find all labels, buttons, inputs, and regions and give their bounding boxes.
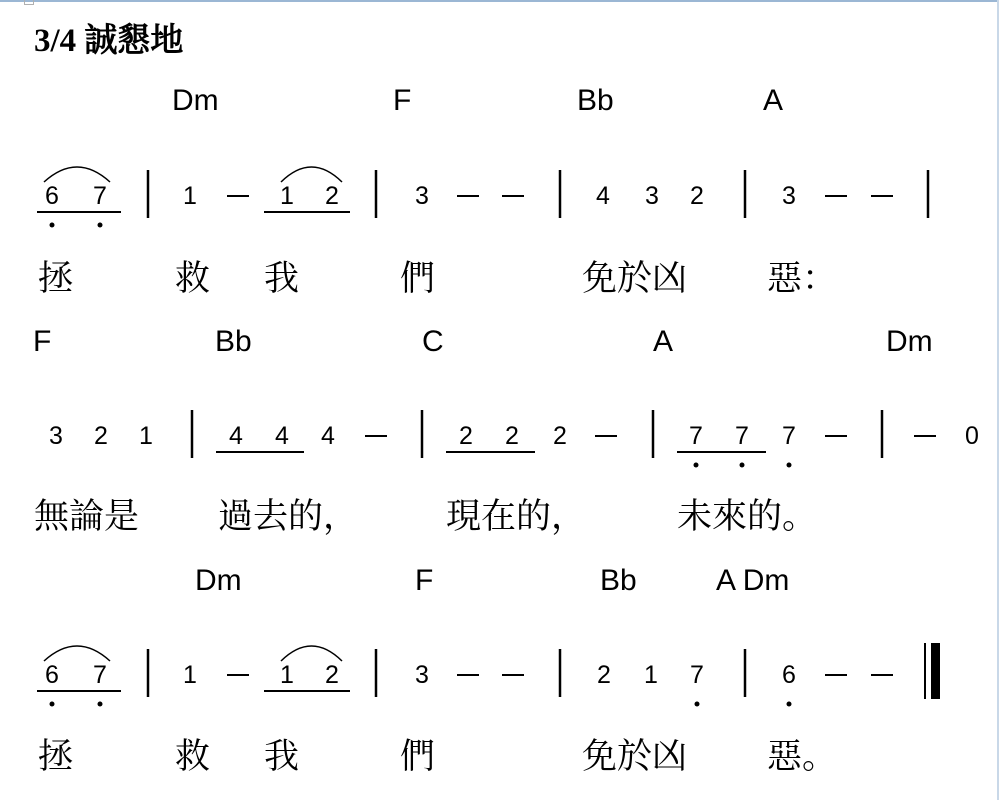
note-number: 3	[415, 661, 429, 689]
note-number: 3	[49, 422, 63, 450]
note-number: 4	[229, 422, 243, 450]
system-1	[37, 84, 928, 299]
low-octave-dot	[50, 702, 55, 707]
note-number: 6	[45, 182, 59, 210]
note-number: 4	[321, 422, 335, 450]
note-number: 4	[596, 182, 610, 210]
lyric-text: 現在的，	[446, 497, 587, 537]
chord-symbol: A	[653, 325, 674, 358]
page-title: 3/4 誠懇地	[34, 23, 184, 59]
note-number: 2	[553, 422, 567, 450]
lyric-text: 無論是	[34, 497, 140, 537]
note-number: 2	[505, 422, 519, 450]
system-2	[33, 325, 979, 537]
lyric-text: 我	[264, 737, 300, 777]
note-number: 7	[689, 422, 703, 450]
lyric-text: 我	[264, 259, 300, 299]
note-number: 7	[735, 422, 749, 450]
note-number: 3	[782, 182, 796, 210]
lyric-text: 免於凶	[582, 259, 688, 299]
note-number: 2	[325, 661, 339, 689]
lyric-text: 惡：	[767, 259, 838, 299]
note-number: 6	[782, 661, 796, 689]
low-octave-dot	[695, 702, 700, 707]
chord-symbol: Dm	[172, 84, 219, 117]
chord-symbol: F	[415, 564, 434, 597]
chord-symbol: Bb	[600, 564, 637, 597]
low-octave-dot	[98, 702, 103, 707]
note-number: 3	[645, 182, 659, 210]
note-number: 7	[782, 422, 796, 450]
lyric-text: 拯	[38, 259, 74, 299]
note-number: 2	[325, 182, 339, 210]
low-octave-dot	[694, 463, 699, 468]
lyric-text: 拯	[38, 737, 74, 777]
note-number: 1	[139, 422, 153, 450]
note-number: 7	[93, 182, 107, 210]
final-bar-thick	[931, 643, 940, 699]
system-3	[37, 564, 940, 777]
low-octave-dot	[98, 223, 103, 228]
slur-arc	[281, 646, 342, 661]
low-octave-dot	[740, 463, 745, 468]
lyric-text: 們	[400, 737, 436, 777]
lyric-text: 們	[400, 259, 436, 299]
chord-symbol: Dm	[195, 564, 242, 597]
lyric-text: 未來的。	[677, 497, 818, 537]
note-number: 7	[690, 661, 704, 689]
slur-arc	[281, 167, 342, 182]
slur-arc	[44, 167, 110, 182]
note-number: 0	[965, 422, 979, 450]
note-number: 6	[45, 661, 59, 689]
lyric-text: 過去的，	[218, 497, 359, 537]
note-number: 3	[415, 182, 429, 210]
chord-symbol: A Dm	[716, 564, 790, 597]
note-number: 2	[459, 422, 473, 450]
note-number: 7	[93, 661, 107, 689]
chord-symbol: F	[33, 325, 52, 358]
note-number: 1	[280, 661, 294, 689]
low-octave-dot	[787, 463, 792, 468]
note-number: 2	[690, 182, 704, 210]
slur-arc	[44, 646, 110, 661]
note-number: 2	[597, 661, 611, 689]
lyric-text: 救	[175, 259, 211, 299]
note-number: 1	[183, 661, 197, 689]
note-number: 4	[275, 422, 289, 450]
note-number: 1	[280, 182, 294, 210]
low-octave-dot	[787, 702, 792, 707]
chord-symbol: Dm	[886, 325, 933, 358]
lyric-text: 惡。	[767, 737, 838, 777]
note-number: 2	[94, 422, 108, 450]
lyric-text: 免於凶	[582, 737, 688, 777]
chord-symbol: Bb	[577, 84, 614, 117]
chord-symbol: F	[393, 84, 412, 117]
low-octave-dot	[50, 223, 55, 228]
chord-symbol: A	[763, 84, 784, 117]
chord-symbol: Bb	[215, 325, 252, 358]
note-number: 1	[183, 182, 197, 210]
score-systems	[33, 84, 979, 777]
lyric-text: 救	[175, 737, 211, 777]
chord-symbol: C	[422, 325, 444, 358]
note-number: 1	[644, 661, 658, 689]
